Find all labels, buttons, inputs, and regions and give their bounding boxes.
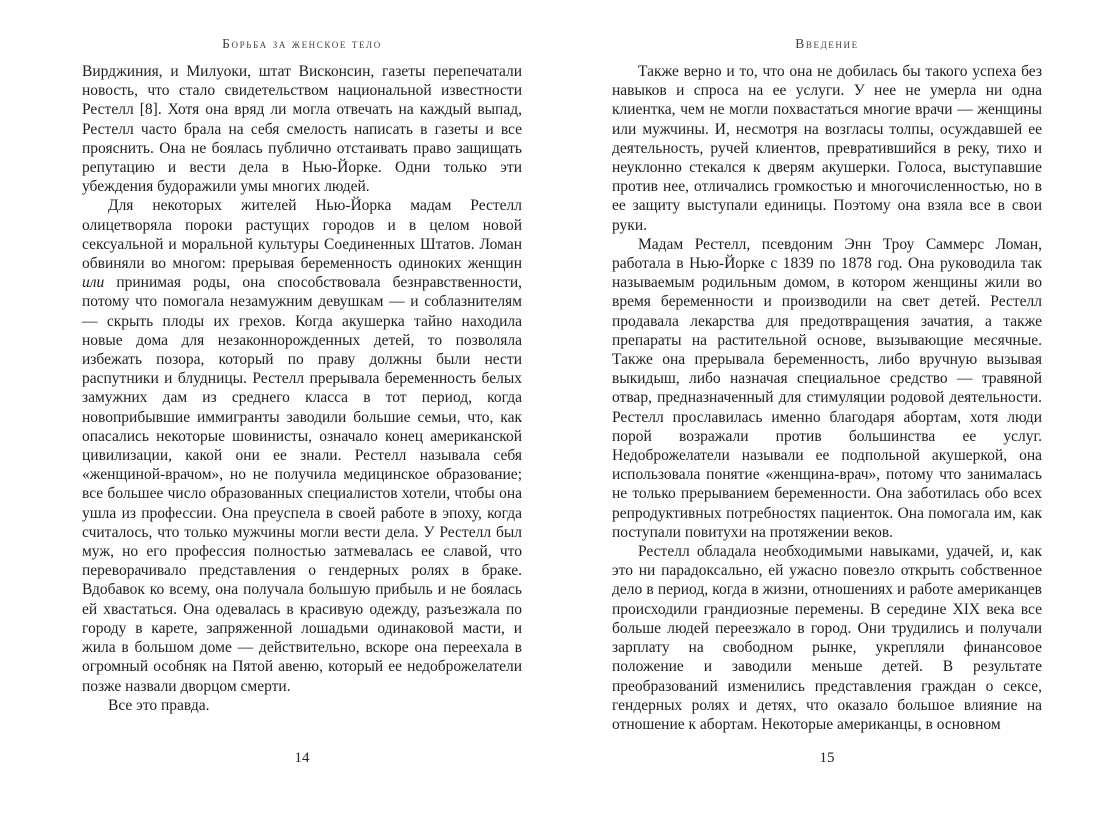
left-page bbox=[82, 0, 522, 825]
right-running-head: Введение bbox=[795, 36, 859, 51]
right-page-body bbox=[612, 62, 1042, 734]
left-running-head: Борьба за женское тело bbox=[222, 36, 382, 51]
italic-word: или bbox=[82, 274, 105, 292]
right-page-number: 15 bbox=[819, 750, 835, 766]
paragraph-text: принимая роды, она способствовала безнравственности, потому что помогала незамужним девушкам — и соблазнителям — скрыть плоды их грехов. Когда акушерка тайно находила новые дома для незаконнорожденных детей, то позволяла избежать позора, который по праву должны были нести распутники и блудницы. Рестелл прерывала беременность белых замужних дам из среднего класса в тот период, когда новоприбывшие иммигранты заводили большие семьи, что, как опасались некоторые шовинисты, означало конец американской цивилизации, какой они ее знали. Рестелл называла себя «женщиной-врачом», но не получила медицинское образование; все большее число образованных специалистов хотели, чтобы она ушла из профессии. Она преуспела в своей работе в эпоху, когда считалось, что только мужчины могли вести дела. У Рестелл был муж, но его профессия полностью затмевалась ее славой, что переворачивало представления о гендерных ролях в браке. Вдобавок ко всему, она получала большую прибыль и не боялась ей хвастаться. Она одевалась в красивую одежду, разъезжала по городу в карете, запряженной лошадьми одинаковой масти, и жила в большом доме — действительно, вскоре она переехала в огромный особняк на Пятой авеню, который ее недоброжелатели позже назвали дворцом смерти. bbox=[82, 274, 522, 695]
paragraph bbox=[82, 196, 522, 695]
paragraph: Вирджиния, и Милуоки, штат Висконсин, газеты перепечатали новость, что стало свидетельством национальной известности Рестелл [8]. Хотя она вряд ли могла отвечать на каждый выпад, Рестелл часто брала на себя смелость написать в газеты и все прояснить. Она не боялась публично отстаивать право защищать репутацию и вести дела в Нью-Йорке. Одни только эти убеждения будоражили умы многих людей. bbox=[82, 63, 522, 196]
paragraph-text: Для некоторых жителей Нью-Йорка мадам Рестелл олицетворяла пороки растущих городов и в целом новой сексуальной и моральной культуры Соединенных Штатов. Ломан обвиняли во многом: прерывая беременность одиноких женщин bbox=[82, 197, 522, 273]
right-page bbox=[612, 0, 1042, 825]
paragraph: Все это правда. bbox=[108, 696, 210, 714]
paragraph: Мадам Рестелл, псевдоним Энн Троу Саммерс Ломан, работала в Нью-Йорке с 1839 по 1878 год. Она руководила так называемым родильным домом, в котором женщины жили во время беременности и производили на свет детей. Рестелл продавала лекарства для предотвращения зачатия, а также препараты на растительной основе, вызывающие месячные. Также она прерывала беременность, либо вручную вызывая выкидыш, либо назначая специальное средство — травяной отвар, предназначенный для стимуляции родовой деятельности. Рестелл прославилась именно благодаря абортам, хотя люди порой возражали против большинства ее услуг. Недоброжелатели называли ее подпольной акушеркой, она использовала понятие «женщина-врач», потому что занималась не только прерыванием беременности. Она заботилась обо всех репродуктивных потребностях пациенток. Она помогала им, как поступали повитухи на протяжении веков. bbox=[612, 235, 1042, 541]
left-page-body bbox=[82, 62, 522, 715]
paragraph: Также верно и то, что она не добилась бы такого успеха без навыков и спроса на ее услуги. У нее не умерла ни одна клиентка, чем не могли похвастаться многие врачи — женщины или мужчины. И, несмотря на возгласы толпы, осуждавшей ее деятельность, ручей клиентов, превратившийся в реку, тихо и неуклонно стекался к дверям акушерки. Голоса, выступавшие против нее, отличались громкостью и многочисленностью, но в ее защиту выступали единицы. Поэтому она взяла все в свои руки. bbox=[612, 63, 1042, 234]
left-page-number: 14 bbox=[294, 750, 310, 766]
paragraph: Рестелл обладала необходимыми навыками, удачей, и, как это ни парадоксально, ей ужасно повезло открыть собственное дело в период, когда в жизни, отношениях и работе американцев происходили грандиозные перемены. В середине XIX века все больше людей переезжало в город. Они трудились и получали зарплату на свободном рынке, укрепляли финансовое положение и заводили меньше детей. В результате преобразований изменились представления граждан о сексе, гендерных ролях и детях, что оказало большое влияние на отношение к абортам. Некоторые американцы, в основном bbox=[612, 543, 1042, 733]
